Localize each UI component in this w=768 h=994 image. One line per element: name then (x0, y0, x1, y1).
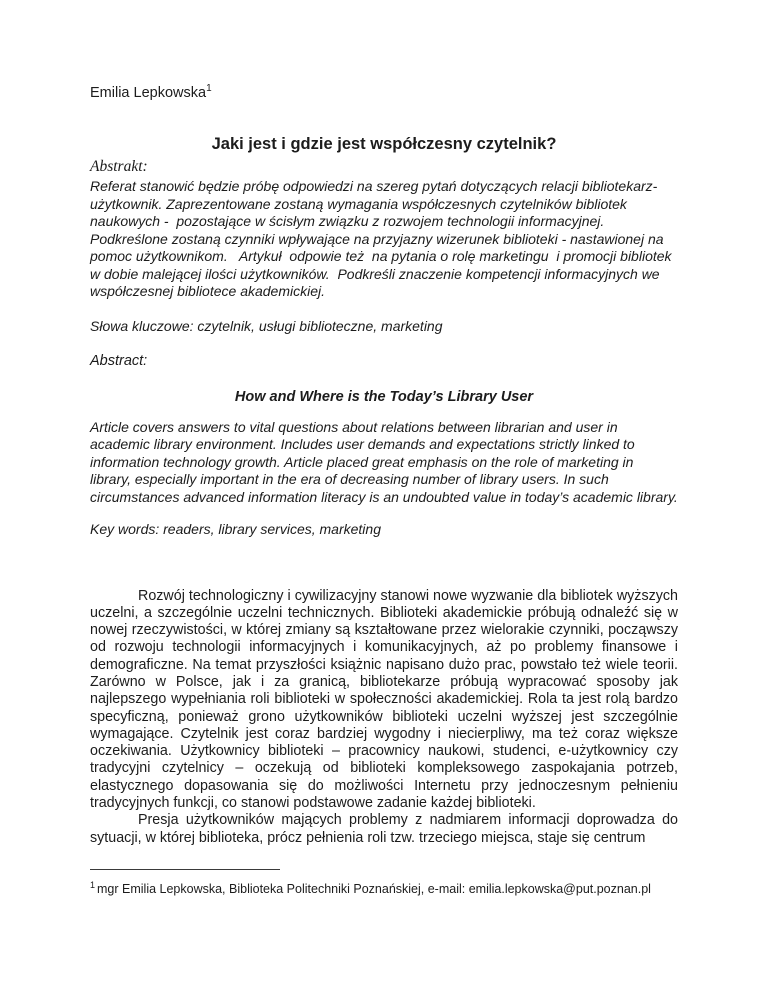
abstract-text-en: Article covers answers to vital questions about relations between librarian and user in academic library environment. Includes user demands and expectations strictly linked to information technology growth. Article placed great emphasis on the role of marketing in library, especially important in the era of decreasing number of library users. In such circumstances advanced information literacy is an undoubted value in today’s academic library. (90, 418, 678, 505)
author-name: Emilia Lepkowska (90, 85, 207, 101)
footnote (90, 882, 678, 897)
author-footnote-mark: 1 (206, 83, 212, 95)
abstract-label-en: Abstract: (90, 353, 148, 369)
keywords-en: Key words: readers, library services, marketing (90, 521, 381, 537)
body-paragraph-2: Presja użytkowników mających problemy z nadmiarem informacji doprowadza do sytuacji, w której biblioteka, prócz pełnienia roli tzw. trzeciego miejsca, staje się centrum (90, 812, 678, 846)
author-line (90, 85, 678, 102)
abstract-text-pl: Referat stanowić będzie próbę odpowiedzi na szereg pytań dotyczących relacji bibliotekarz-użytkownik. Zaprezentowane zostaną wymagania współczesnych czytelników bibliotek naukowych - pozostające w ścisłym związku z rozwojem technologii informacyjnej. Podkreślone zostaną czynniki wpływające na przyjazny wizerunek biblioteki - nastawionej na pomoc użytkownikom. Artykuł odpowie też na pytania o rolę marketingu i promocji bibliotek w dobie malejącej ilości użytkowników. Podkreśli znaczenie kompetencji informacyjnych we współczesnej bibliotece akademickiej. (90, 178, 680, 299)
body-paragraph-1: Rozwój technologiczny i cywilizacyjny stanowi nowe wyzwanie dla bibliotek wyższych uczelni, a szczególnie uczelni technicznych. Biblioteki akademickie próbują odnaleźć się w nowej rzeczywistości, w której zmiany są kształtowane przez wielorakie czynniki, począwszy od rozwoju technologii informacyjnych i komunikacyjnych, aż po problemy finansowe i demograficzne. Na temat przyszłości książnic napisano dużo prac, powstało też wiele teorii. Zarówno w Polsce, jak i za granicą, bibliotekarze próbują wypracować sposoby jak najlepszego wypełniania roli biblioteki w społeczności akademickiej. Rola ta jest rolą bardzo specyficzną, ponieważ grono użytkowników biblioteki uczelni wyższej jest szczególnie wymagające. Czytelnik jest coraz bardziej wygodny i niecierpliwy, ma też coraz większe oczekiwania. Użytkownicy biblioteki – pracownicy naukowi, studenci, e-użytkownicy czy tradycyjni czytelnicy – oczekują od biblioteki kompleksowego zaspokajania potrzeb, elastycznego dopasowania się do możliwości Internetu przy jednoczesnym pełnieniu tradycyjnych funkcji, co stanowi podstawowe zadanie każdej biblioteki. (90, 587, 678, 812)
abstract-label-pl: Abstrakt: (90, 158, 148, 175)
keywords-pl: Słowa kluczowe: czytelnik, usługi biblioteczne, marketing (90, 317, 443, 334)
title-english: How and Where is the Today’s Library User (234, 388, 534, 405)
page-title: Jaki jest i gdzie jest współczesny czytelnik? (211, 135, 557, 153)
footnote-mark: 1 (90, 880, 96, 891)
footnote-separator-rule (90, 869, 280, 870)
footnote-text: mgr Emilia Lepkowska, Biblioteka Politechniki Poznańskiej, e-mail: emilia.lepkowska@put.poznan.pl (97, 882, 651, 897)
